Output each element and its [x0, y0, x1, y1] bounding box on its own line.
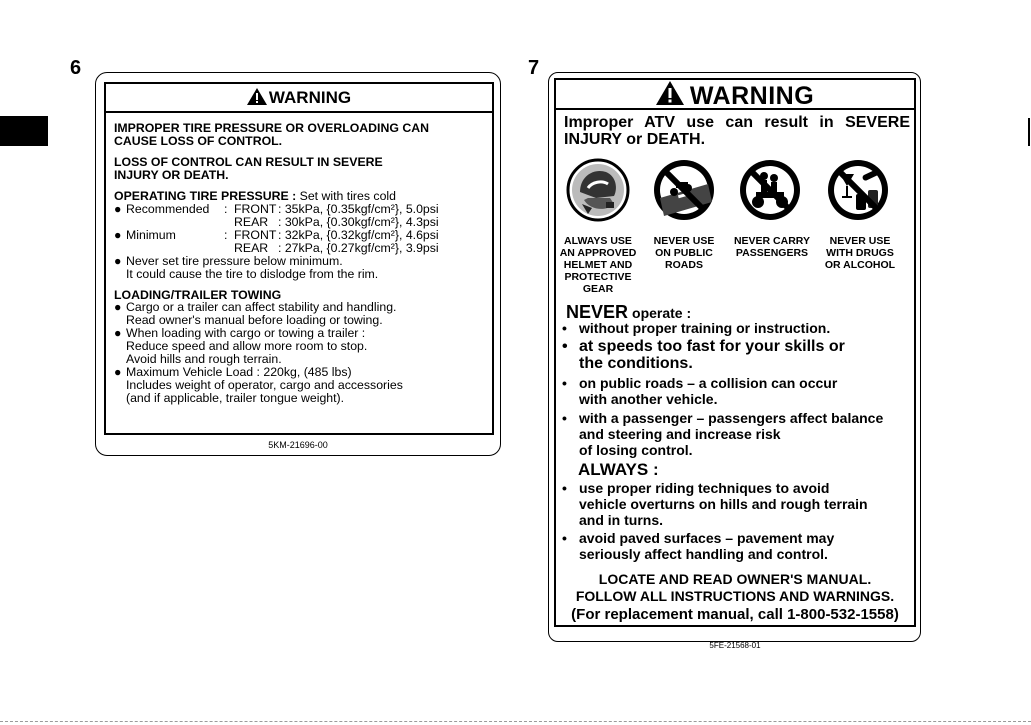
label6-title — [106, 88, 492, 110]
footer-line2: FOLLOW ALL INSTRUCTIONS AND WARNINGS. — [575, 588, 895, 604]
label7-title-text: WARNING — [689, 82, 815, 110]
label6-p1-line2: CAUSE LOSS OF CONTROL. — [114, 133, 283, 148]
pressure-row: REAR : 30kPa, {0.30kgf/cm²}, 4.3psi — [234, 214, 439, 229]
page-cut-line — [0, 721, 1031, 722]
helmet-icon — [566, 158, 630, 222]
warning-triangle-icon — [656, 81, 684, 111]
never-item: • without proper training or instruction. — [562, 320, 831, 336]
label7-part-code: 5FE-21568-01 — [709, 641, 761, 650]
label6-title-divider — [106, 111, 492, 113]
pressure-row: REAR : 27kPa, {0.27kgf/cm²}, 3.9psi — [234, 240, 439, 255]
label6-p1-line1: IMPROPER TIRE PRESSURE OR OVERLOADING CAN — [114, 121, 429, 135]
label6-title-text: WARNING — [268, 88, 352, 107]
always-heading: ALWAYS : — [578, 460, 659, 479]
label6-p2-line1: LOSS OF CONTROL CAN RESULT IN SEVERE — [114, 154, 383, 169]
label7-intro-line2: INJURY or DEATH. — [564, 131, 706, 148]
always-item: • avoid paved surfaces – pavement may seriously affect handling and control. — [562, 530, 835, 562]
drugs-alcohol-caption: NEVER USE WITH DRUGS OR ALCOHOL — [824, 235, 896, 271]
operating-pressure-heading — [114, 190, 492, 203]
never-item: • on public roads – a collision can occur with another vehicle. — [562, 375, 838, 407]
no-drugs-alcohol-icon — [826, 158, 890, 222]
loading-heading: LOADING/TRAILER TOWING — [114, 287, 282, 302]
page-number-right: 7 — [528, 57, 540, 79]
label7-title — [556, 81, 914, 111]
footer-line3: (For replacement manual, call 1-800-532-1558) — [571, 606, 899, 623]
never-item: • at speeds too fast for your skills or the conditions. — [562, 338, 845, 372]
label7-title-divider — [556, 108, 914, 110]
passenger-caption: NEVER CARRY PASSENGERS — [733, 235, 811, 259]
label6-part-code: 5KM-21696-00 — [268, 440, 328, 450]
op-heading-note: Set with tires cold — [299, 188, 396, 203]
label6-p2-line2: INJURY OR DEATH. — [114, 167, 229, 182]
helmet-caption: ALWAYS USE AN APPROVED HELMET AND PROTECTIVE GEAR — [559, 235, 637, 295]
no-public-road-icon — [652, 158, 716, 222]
never-heading: NEVER operate : — [566, 302, 692, 322]
never-set-item-line2: It could cause the tire to dislodge from the rim. — [126, 266, 379, 281]
footer-line1: LOCATE AND READ OWNER'S MANUAL. — [598, 571, 872, 587]
page-number-left: 6 — [70, 57, 82, 79]
never-item: • with a passenger – passengers affect balance and steering and increase risk of losing control. — [562, 410, 884, 458]
public-road-caption: NEVER USE ON PUBLIC ROADS — [653, 235, 715, 271]
op-heading-text: OPERATING TIRE PRESSURE : — [114, 188, 297, 203]
tire-pressure-warning-label — [104, 82, 494, 435]
never-set-item: ● Never set tire pressure below minimum. — [114, 253, 343, 268]
atv-warning-label — [554, 78, 916, 627]
loading-item: ● Cargo or a trailer can affect stability and handling. — [114, 300, 397, 315]
loading-item: ● When loading with cargo or towing a trailer : — [114, 326, 366, 341]
label7-intro-line1: Improper ATV use can result in SEVERE — [564, 114, 910, 131]
loading-item: ● Maximum Vehicle Load : 220kg, (485 lbs) — [114, 365, 352, 380]
warning-triangle-icon — [247, 88, 267, 110]
no-passenger-icon — [738, 158, 802, 222]
edge-tick-marker — [1028, 118, 1030, 146]
always-item: • use proper riding techniques to avoid vehicle overturns on hills and rough terrain and in turns. — [562, 480, 868, 528]
pressure-row: ● Recommended : FRONT : 35kPa, {0.35kgf/cm²}, 5.0psi — [114, 201, 439, 216]
pressure-row: ● Minimum : FRONT : 32kPa, {0.32kgf/cm²}, 4.6psi — [114, 227, 439, 242]
label6-body: IMPROPER TIRE PRESSURE OR OVERLOADING CAN CAUSE LOSS OF CONTROL. LOSS OF CONTROL CAN RESULT IN SEVERE INJURY OR DEATH. OPERATING TIRE PRESSURE : Set with tires cold ● Recommended : FRONT : 35kPa, {0.35kgf/cm²}, 5.0psi REAR : 30kPa, {0.30kgf/cm²}, 4.3psi ● Minimum : FRONT : 32kPa, {0.32kgf/cm²}, 4.6psi REAR : 27kPa, {0.27kgf/cm²}, 3.9psi ● Never set tire pressure below minimum. It could cause the tire to dislodge from the rim. LOADING/TRAILER TOWING ● Cargo or a trailer can affect stability and handling. Read owner's manual before loading or towing. ● When loading with cargo or towing a trailer : Reduce speed and allow more room to stop. Avoid hills and rough terrain. ● Maximum Vehicle Load : 220kg, (485 lbs) Includes weight of operator, cargo and accessories (and if applicable, trailer tongue weight). — [114, 122, 492, 405]
section-tab-marker — [0, 116, 48, 146]
